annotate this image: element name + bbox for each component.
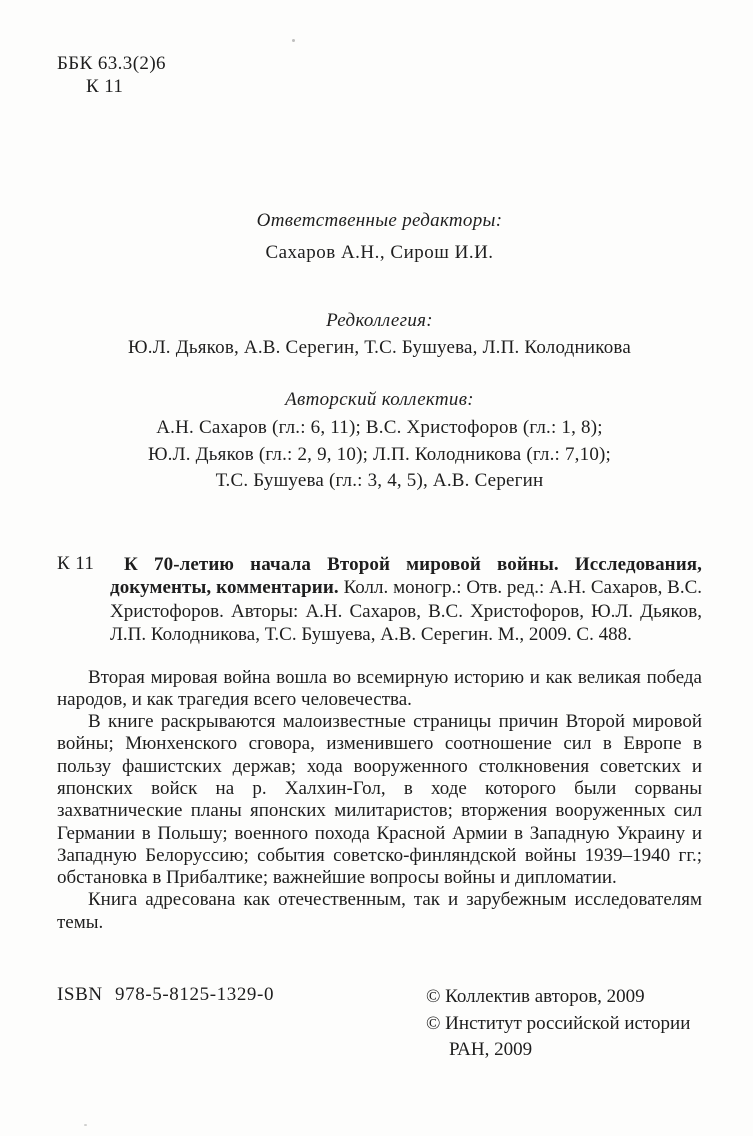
editorial-board-names: Ю.Л. Дьяков, А.В. Серегин, Т.С. Бушуева, Л.П. Колодникова — [128, 337, 631, 358]
catalog-entry-text — [110, 553, 702, 647]
authors-team-line: А.Н. Сахаров (гл.: 6, 11); В.С. Христофоров (гл.: 1, 8); — [156, 417, 603, 438]
authors-team-line: Т.С. Бушуева (гл.: 3, 4, 5), А.В. Серегин — [215, 470, 544, 491]
scan-speck — [292, 39, 295, 42]
book-title: К 70-летию начала Второй мировой войны. Исследования, документы, комментарии. — [110, 553, 702, 598]
annotation-paragraph: Вторая мировая война вошла во всемирную историю и как великая победа народов, и как трагедия всего человечества. — [57, 666, 702, 710]
imprint-row — [57, 984, 702, 1064]
responsible-editors-heading: Ответственные редакторы: — [256, 210, 503, 231]
editorial-board-heading: Редколлегия: — [326, 310, 433, 331]
isbn: ISBN 978-5-8125-1329-0 — [57, 984, 275, 1006]
catalog-letter-code: К 11 — [86, 76, 124, 97]
copyright-line: © Институт российской истории РАН, 2009 — [426, 1012, 691, 1061]
catalog-entry — [57, 553, 702, 647]
copyright-block — [426, 984, 702, 1064]
authors-team-section — [57, 389, 702, 495]
scan-speck — [84, 1124, 87, 1126]
authors-team-list — [57, 415, 702, 495]
copyright-line: © Коллектив авторов, 2009 — [426, 986, 645, 1008]
responsible-editors-names: Сахаров А.Н., Сирош И.И. — [265, 242, 494, 263]
annotation — [57, 667, 702, 935]
editorial-board-section — [57, 310, 702, 359]
catalog-entry-code: К 11 — [57, 552, 95, 574]
authors-team-line: Ю.Л. Дьяков (гл.: 2, 9, 10); Л.П. Колодникова (гл.: 7,10); — [147, 443, 612, 465]
catalog-entry-description: Колл. моногр.: Отв. ред.: А.Н. Сахаров, В.С. Христофоров. Авторы: А.Н. Сахаров, В.С. Христофоров, Ю.Л. Дьяков, Л.П. Колодникова, Т.С. Бушуева, А.В. Серегин. М., 2009. С. 488. — [110, 577, 703, 645]
authors-team-heading: Авторский коллектив: — [285, 389, 474, 410]
cataloging-codes — [57, 52, 702, 98]
annotation-paragraph: В книге раскрываются малоизвестные страницы причин Второй мировой войны; Мюнхенского сговора, изменившего соотношение сил в Европе в пользу фашистских держав; хода вооруженного столкновения советских и японских войск на р. Халхин-Гол, в ходе которого были сорваны захватнические планы японских милитаристов; вторжения вооруженных сил Германии в Польшу; военного похода Красной Армии в Западную Украину и Западную Белоруссию; события советско-финляндской войны 1939–1940 гг.; обстановка в Прибалтике; важнейшие вопросы войны и дипломатии. — [57, 711, 702, 889]
bbk-code: ББК 63.3(2)6 — [57, 53, 166, 74]
responsible-editors-section — [57, 210, 702, 264]
annotation-paragraph: Книга адресована как отечественным, так и зарубежным исследователям темы. — [57, 889, 702, 933]
